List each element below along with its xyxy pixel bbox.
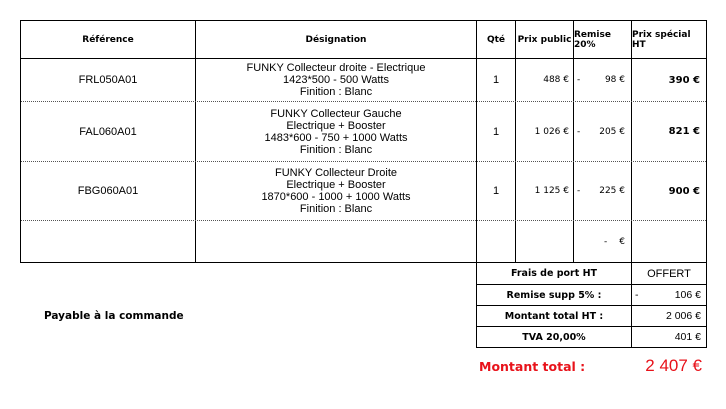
row-qty: 1 [492,74,500,86]
designation-line: 1483*600 - 750 + 1000 Watts [264,131,408,144]
designation-line: Electrique + Booster [286,179,386,191]
extra-discount-label: Remise supp 5% : [506,289,602,301]
row-reference: FBG060A01 [77,185,139,197]
row-reference: FRL050A01 [78,74,138,86]
discount-value: 98 € [604,75,625,85]
row-special-price: 821 € [668,126,700,137]
row-discount [574,59,631,101]
designation-line: Finition : Blanc [299,203,373,215]
designation-line: 1870*600 - 1000 + 1000 Watts [261,191,411,203]
header-special-price: Prix spécial HT [632,29,691,50]
designation-line: 1423*500 - 500 Watts [283,74,389,86]
row-special-price: 900 € [668,185,700,197]
designation-line: FUNKY Collecteur Droite [274,167,398,179]
payment-note: Payable à la commande [44,310,184,322]
row-qty: 1 [492,185,500,197]
row-reference: FAL060A01 [79,125,137,138]
header-designation: Désignation [305,34,367,45]
row-designation [196,102,476,161]
total-ht-value: 2 006 € [665,310,701,322]
row-public-price: 488 € [543,75,569,85]
header-discount: Remise 20% [574,29,611,50]
row-special-price: 390 € [668,74,700,86]
extra-discount-amount: 106 € [674,289,701,301]
discount-prefix: - [604,236,608,247]
discount-prefix: - [577,186,581,196]
row-discount [574,102,631,161]
tva-value: 401 € [674,331,701,343]
header-public-price: Prix public [517,34,572,45]
designation-line: Electrique + Booster [286,119,386,132]
row-public-price: 1 125 € [534,186,569,196]
designation-line: Finition : Blanc [299,143,373,156]
extra-discount-prefix: - [635,289,639,301]
grand-total-label: Montant total : [479,358,586,374]
tva-label: TVA 20,00% [522,331,586,343]
discount-prefix: - [577,75,581,85]
designation-line: Finition : Blanc [299,86,373,98]
row-designation [196,59,476,101]
total-ht-label: Montant total HT : [504,310,604,322]
grand-total-value: 2 407 € [645,356,702,375]
row-qty: 1 [492,125,500,138]
discount-value: 205 € [599,126,625,137]
shipping-value: OFFERT [647,267,691,280]
extra-discount-value [632,285,706,305]
header-reference: Référence [82,34,134,45]
row-discount [574,221,631,262]
discount-prefix: - [577,126,581,137]
discount-value: € [619,236,625,247]
row-discount [574,162,631,220]
designation-line: FUNKY Collecteur droite - Electrique [246,62,426,74]
designation-line: FUNKY Collecteur Gauche [270,107,402,120]
shipping-label: Frais de port HT [510,268,598,279]
discount-value: 225 € [599,186,625,196]
row-public-price: 1 026 € [534,126,569,137]
header-qty: Qté [486,34,506,45]
row-designation [196,162,476,220]
